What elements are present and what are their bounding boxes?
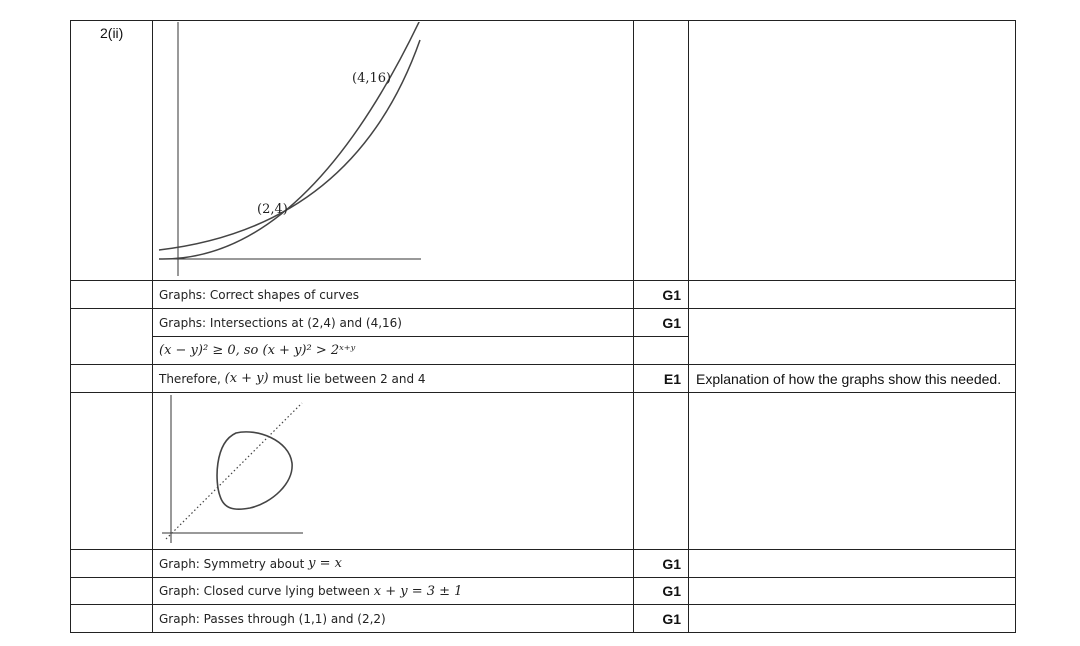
table-border-right [1015,20,1016,633]
point-label-2-4: (2,4) [257,202,288,217]
mark-code: G1 [662,610,681,627]
mark-code: E1 [663,370,681,387]
column-divider [688,20,689,633]
criterion-prefix: Therefore, [159,371,221,386]
criterion-suffix: must lie between 2 and 4 [272,371,426,386]
criterion-math: y = x [308,556,342,571]
mark-code: G1 [662,314,681,331]
mark-code: G1 [662,555,681,572]
mark-code: G1 [662,286,681,303]
criterion-text [159,365,426,392]
criterion-text [159,337,355,364]
mark-code: G1 [662,583,681,599]
criterion-prefix: Graph: Closed curve lying between [159,584,370,598]
question-number: 2(ii) [100,25,124,41]
closed-curve [217,432,292,509]
point-label-4-16: (4,16) [352,71,392,86]
graph-exponential-vs-quadratic [154,22,430,278]
criterion-prefix: Graph: Symmetry about [159,556,305,571]
table-border-bottom [70,632,1016,633]
curve-quadratic [159,22,420,259]
guidance-comment: Explanation of how the graphs show this needed. [696,370,1002,387]
criterion-text: Graph: Passes through (1,1) and (2,2) [159,611,386,626]
criterion-math: x + y = 3 ± 1 [373,583,463,599]
criterion-text [159,578,462,604]
column-divider [152,20,153,633]
criterion-text [159,550,342,577]
markscheme-table [70,20,1016,633]
graph-closed-curve [154,393,394,548]
table-border-left [70,20,71,633]
criterion-text: Graphs: Intersections at (2,4) and (4,16) [159,315,402,330]
criterion-math: (x − y)² ≥ 0, so (x + y)² > 2ˣ⁺ʸ [159,343,356,358]
line-y-equals-x [166,403,302,539]
criterion-math: (x + y) [224,371,269,386]
criterion-text: Graphs: Correct shapes of curves [159,287,360,302]
table-border-top [70,20,1016,21]
